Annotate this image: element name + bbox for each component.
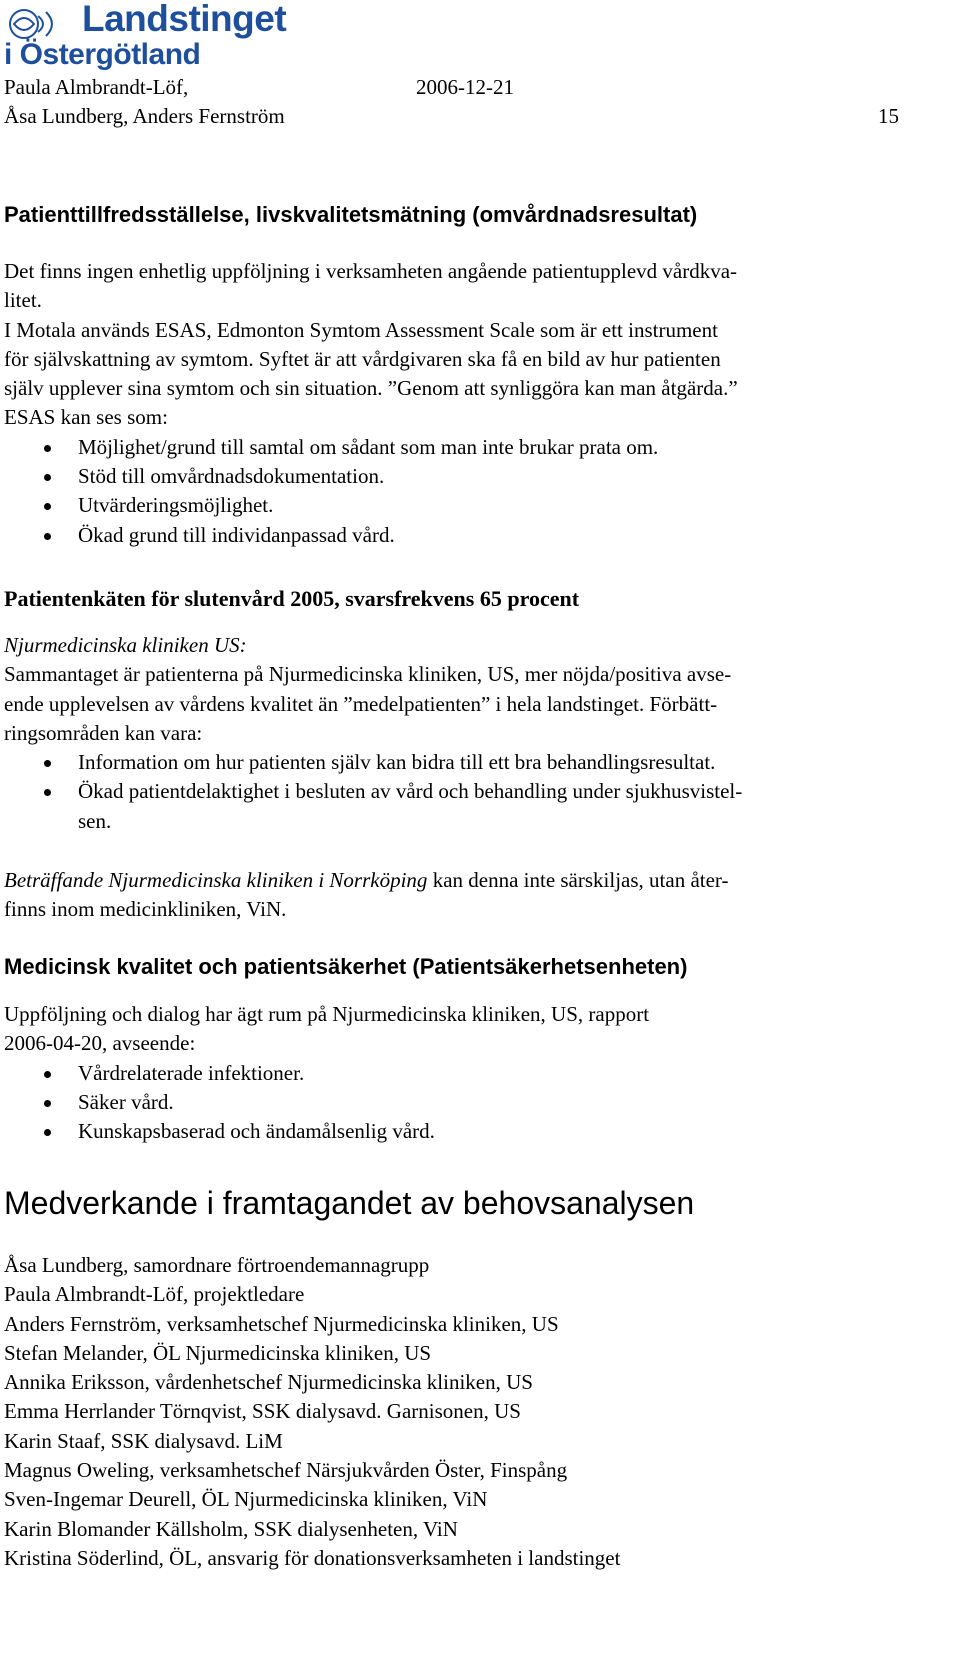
- header-authors-line2: Åsa Lundberg, Anders Fernström: [4, 104, 285, 128]
- section3-body: [4, 1000, 904, 1146]
- paragraph-line: I Motala används ESAS, Edmonton Symtom Assessment Scale som är ett instrument: [4, 317, 718, 342]
- list-item: Kunskapsbaserad och ändamålsenlig vård.: [4, 1117, 904, 1146]
- paragraph-line: ende upplevelsen av vårdens kvalitet än ”medelpatienten” i hela landstinget. Förbätt-: [4, 691, 718, 716]
- paragraph-line: ringsområden kan vara:: [4, 720, 203, 745]
- paragraph-line: Sammantaget är patienterna på Njurmedicinska kliniken, US, mer nöjda/positiva avse-: [4, 662, 732, 687]
- participants-list: [4, 1251, 904, 1573]
- list-item: Stöd till omvårdnadsdokumentation.: [4, 462, 904, 491]
- paragraph-line: själv upplever sina symtom och sin situation. ”Genom att synliggöra kan man åtgärda.”: [4, 376, 738, 401]
- logo-subtitle: i Östergötland: [4, 38, 201, 71]
- section1-body: [4, 257, 904, 550]
- participant: Karin Blomander Källsholm, SSK dialysenheten, ViN: [4, 1516, 458, 1541]
- logo-title: Landstinget: [82, 0, 287, 39]
- paragraph-line: ESAS kan ses som:: [4, 405, 168, 430]
- section2-body: [4, 631, 904, 836]
- list-item: Ökad patientdelaktighet i besluten av vård och behandling under sjukhusvistel-: [4, 777, 904, 806]
- header-date: 2006-12-21: [416, 75, 514, 99]
- participant: Anders Fernström, verksamhetschef Njurmedicinska kliniken, US: [4, 1311, 559, 1336]
- note-text: kan denna inte särskiljas, utan åter-: [427, 868, 729, 892]
- crest-icon: [4, 2, 80, 42]
- participant: Kristina Söderlind, ÖL, ansvarig för donationsverksamheten i landstinget: [4, 1545, 621, 1570]
- participant: Annika Eriksson, vårdenhetschef Njurmedicinska kliniken, US: [4, 1370, 533, 1395]
- paragraph-line: finns inom medicinkliniken, ViN.: [4, 897, 287, 922]
- paragraph-line: 2006-04-20, avseende:: [4, 1031, 196, 1056]
- section2-subheading: Njurmedicinska kliniken US:: [4, 633, 247, 657]
- participant: Emma Herrlander Törnqvist, SSK dialysavd. Garnisonen, US: [4, 1399, 521, 1424]
- list-item: Möjlighet/grund till samtal om sådant som man inte brukar prata om.: [4, 433, 904, 462]
- section4-heading: Medverkande i framtagandet av behovsanalysen: [4, 1185, 695, 1221]
- section2-note: [4, 866, 904, 925]
- participant: Karin Staaf, SSK dialysavd. LiM: [4, 1428, 283, 1453]
- note-italic: Beträffande Njurmedicinska kliniken i Norrköping: [4, 868, 428, 892]
- list-item: Säker vård.: [4, 1088, 904, 1117]
- header-authors-line1: Paula Almbrandt-Löf,: [4, 75, 189, 99]
- section1-heading: Patienttillfredsställelse, livskvalitetsmätning (omvårdnadsresultat): [4, 202, 698, 227]
- list-item: Ökad grund till individanpassad vård.: [4, 521, 904, 550]
- participant: Stefan Melander, ÖL Njurmedicinska kliniken, US: [4, 1340, 432, 1365]
- section3-heading: Medicinsk kvalitet och patientsäkerhet (Patientsäkerhetsenheten): [4, 954, 688, 979]
- list-item: Information om hur patienten själv kan bidra till ett bra behandlingsresultat.: [4, 748, 904, 777]
- participant: Magnus Oweling, verksamhetschef Närsjukvården Öster, Finspång: [4, 1458, 568, 1483]
- landstinget-logo: [4, 2, 304, 72]
- list-item-continuation: sen.: [78, 808, 112, 833]
- paragraph-line: litet.: [4, 288, 42, 313]
- paragraph-line: Uppföljning och dialog har ägt rum på Njurmedicinska kliniken, US, rapport: [4, 1002, 650, 1026]
- participant: Paula Almbrandt-Löf, projektledare: [4, 1282, 305, 1307]
- list-item: Utvärderingsmöjlighet.: [4, 491, 904, 520]
- participant: Sven-Ingemar Deurell, ÖL Njurmedicinska kliniken, ViN: [4, 1487, 488, 1512]
- list-item: Vårdrelaterade infektioner.: [4, 1059, 904, 1088]
- section2-heading: Patientenkäten för slutenvård 2005, svarsfrekvens 65 procent: [4, 586, 580, 611]
- paragraph-line: Det finns ingen enhetlig uppföljning i verksamheten angående patientupplevd vårdkva-: [4, 259, 738, 283]
- paragraph-line: för självskattning av symtom. Syftet är att vårdgivaren ska få en bild av hur patienten: [4, 346, 721, 371]
- participant: Åsa Lundberg, samordnare förtroendemannagrupp: [4, 1253, 430, 1277]
- page-number: 15: [878, 104, 899, 128]
